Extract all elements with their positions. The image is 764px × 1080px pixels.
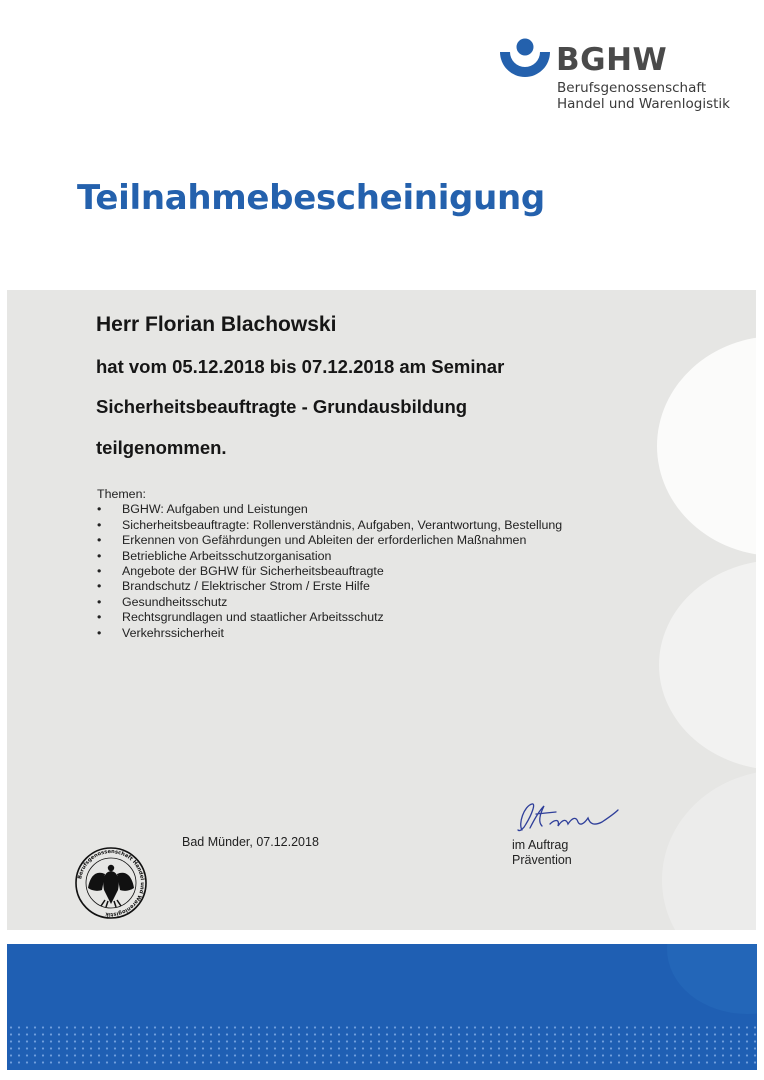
band-decorative-arc [667, 944, 757, 1014]
signature-line1: im Auftrag [512, 838, 569, 852]
logo-subtitle [557, 80, 730, 112]
period-line: hat vom 05.12.2018 bis 07.12.2018 am Seminar [96, 356, 505, 377]
topic-item: • Angebote der BGHW für Sicherheitsbeauftragte [97, 564, 384, 579]
footer-blue-band [7, 944, 757, 1070]
signature-line2: Prävention [512, 853, 572, 867]
closing-line: teilgenommen. [96, 437, 227, 458]
bullet-icon: • [97, 579, 102, 594]
topic-item: • Betriebliche Arbeitsschutzorganisation [97, 548, 332, 563]
topics-list [97, 502, 562, 641]
topic-item: • Brandschutz / Elektrischer Strom / Erste Hilfe [97, 579, 370, 594]
place-and-date: Bad Münder, 07.12.2018 [182, 835, 319, 849]
topics-section [97, 487, 562, 641]
svg-text:Berufsgenossenschaft Handel un: Berufsgenossenschaft Handel und Warenlogistik [77, 848, 146, 918]
bghw-logo-icon [498, 38, 552, 82]
seminar-name: Sicherheitsbeauftragte - Grundausbildung [96, 396, 468, 417]
signature-block [512, 838, 572, 868]
topic-item: • BGHW: Aufgaben und Leistungen [97, 502, 308, 517]
handwritten-signature [510, 800, 620, 840]
logo-name: BGHW [556, 42, 668, 78]
bullet-icon: • [97, 625, 102, 640]
bullet-icon: • [97, 610, 102, 625]
bullet-icon: • [97, 502, 102, 517]
topics-label: Themen: [97, 487, 146, 501]
bghw-logo [498, 38, 738, 118]
logo-subtitle-line2: Handel und Warenlogistik [557, 96, 730, 112]
bullet-icon: • [97, 517, 102, 532]
topic-item: • Sicherheitsbeauftragte: Rollenverständnis, Aufgaben, Verantwortung, Bestellung [97, 517, 563, 532]
topic-item: • Erkennen von Gefährdungen und Ableiten der erforderlichen Maßnahmen [97, 533, 527, 548]
topic-item: • Verkehrssicherheit [97, 625, 224, 640]
bullet-icon: • [97, 548, 102, 563]
decorative-circle [657, 336, 756, 556]
federal-eagle-seal-icon [74, 846, 148, 920]
decorative-circle [662, 770, 756, 930]
decorative-circle [659, 560, 756, 770]
logo-subtitle-line1: Berufsgenossenschaft [557, 80, 707, 96]
bullet-icon: • [97, 594, 102, 609]
document-title: Teilnahmebescheinigung [77, 178, 545, 218]
bullet-icon: • [97, 533, 102, 548]
band-dot-pattern [7, 1024, 757, 1064]
bullet-icon: • [97, 564, 102, 579]
topic-item: • Gesundheitsschutz [97, 594, 228, 609]
recipient-name: Herr Florian Blachowski [96, 313, 337, 336]
topic-item: • Rechtsgrundlagen und staatlicher Arbeitsschutz [97, 610, 384, 625]
